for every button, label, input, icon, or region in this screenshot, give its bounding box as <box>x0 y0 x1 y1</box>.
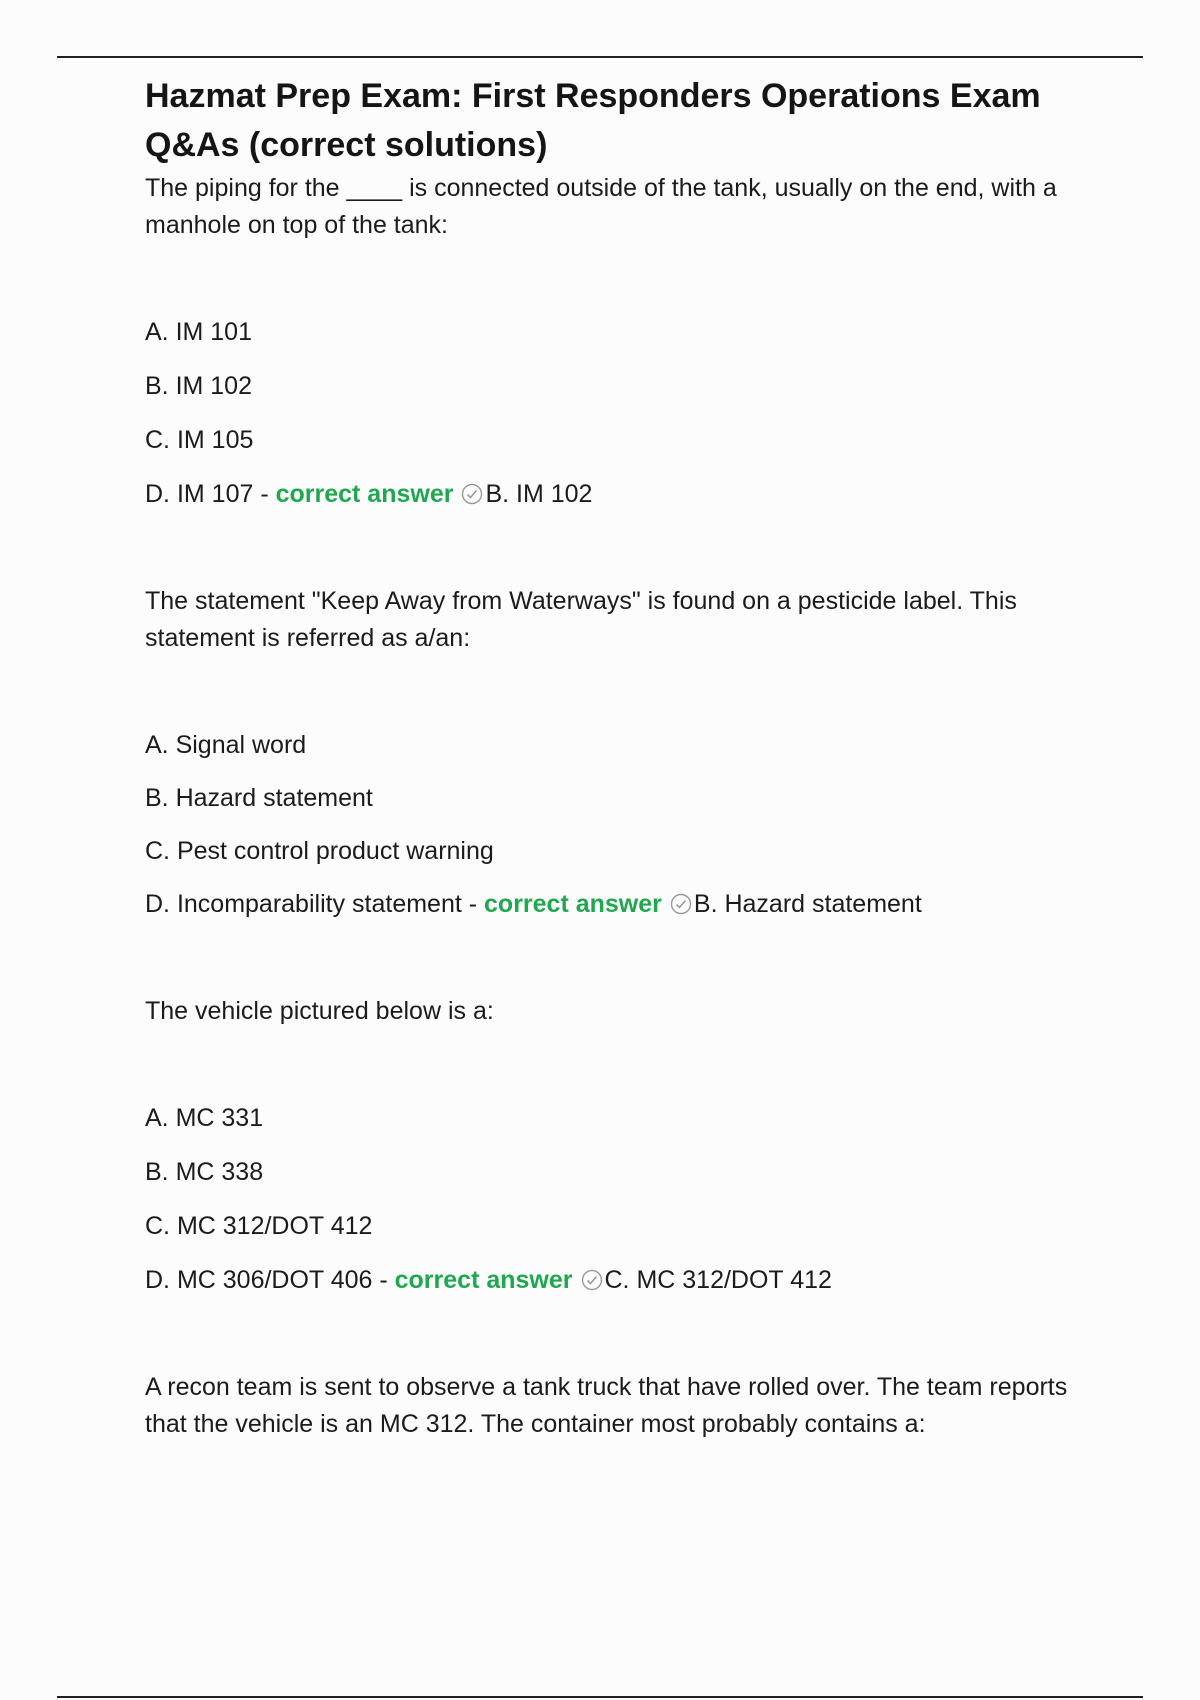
question-text: The statement "Keep Away from Waterways" is found on a pesticide label. This statement is referred as a/an: <box>145 587 1017 652</box>
correct-answer-label: correct answer <box>394 1266 573 1294</box>
option-a: A. MC 331 <box>145 1104 264 1132</box>
question-block <box>145 170 1095 513</box>
bottom-divider <box>57 1696 1143 1698</box>
check-circle-icon <box>581 1269 603 1291</box>
question-text: A recon team is sent to observe a tank truck that have rolled over. The team reports that the vehicle is an MC 312. The container most probably contains a: <box>145 1373 1068 1438</box>
document-body <box>145 72 1095 1443</box>
option-c: C. Pest control product warning <box>145 837 494 865</box>
option-d: D. IM 107 - <box>145 480 276 508</box>
answer-text: C. MC 312/DOT 412 <box>604 1266 832 1294</box>
option-b: B. Hazard statement <box>145 784 373 812</box>
question-text: The piping for the ____ is connected outside of the tank, usually on the end, with a manhole on top of the tank: <box>145 174 1057 239</box>
check-circle-icon <box>461 483 483 505</box>
option-b: B. IM 102 <box>145 372 252 400</box>
option-d-with-answer <box>145 476 1095 513</box>
check-circle-icon <box>670 893 692 915</box>
question-block <box>145 583 1095 923</box>
option-d: D. MC 306/DOT 406 - <box>145 1266 395 1294</box>
option-a: A. Signal word <box>145 731 307 759</box>
option-b: B. MC 338 <box>145 1158 264 1186</box>
option-d-with-answer <box>145 886 1095 923</box>
option-d: D. Incomparability statement - <box>145 890 485 918</box>
answer-text: B. Hazard statement <box>693 890 922 918</box>
correct-answer-label: correct answer <box>275 480 454 508</box>
answer-text: B. IM 102 <box>485 480 593 508</box>
correct-answer-label: correct answer <box>484 890 662 918</box>
question-text: The vehicle pictured below is a: <box>145 997 494 1025</box>
question-block <box>145 993 1095 1299</box>
option-a: A. IM 101 <box>145 318 252 346</box>
top-divider <box>57 56 1143 58</box>
document-title: Hazmat Prep Exam: First Responders Operations Exam Q&As (correct solutions) <box>145 77 1041 164</box>
option-d-with-answer <box>145 1262 1095 1299</box>
option-c: C. IM 105 <box>145 426 254 454</box>
option-c: C. MC 312/DOT 412 <box>145 1212 373 1240</box>
question-block <box>145 1369 1095 1443</box>
